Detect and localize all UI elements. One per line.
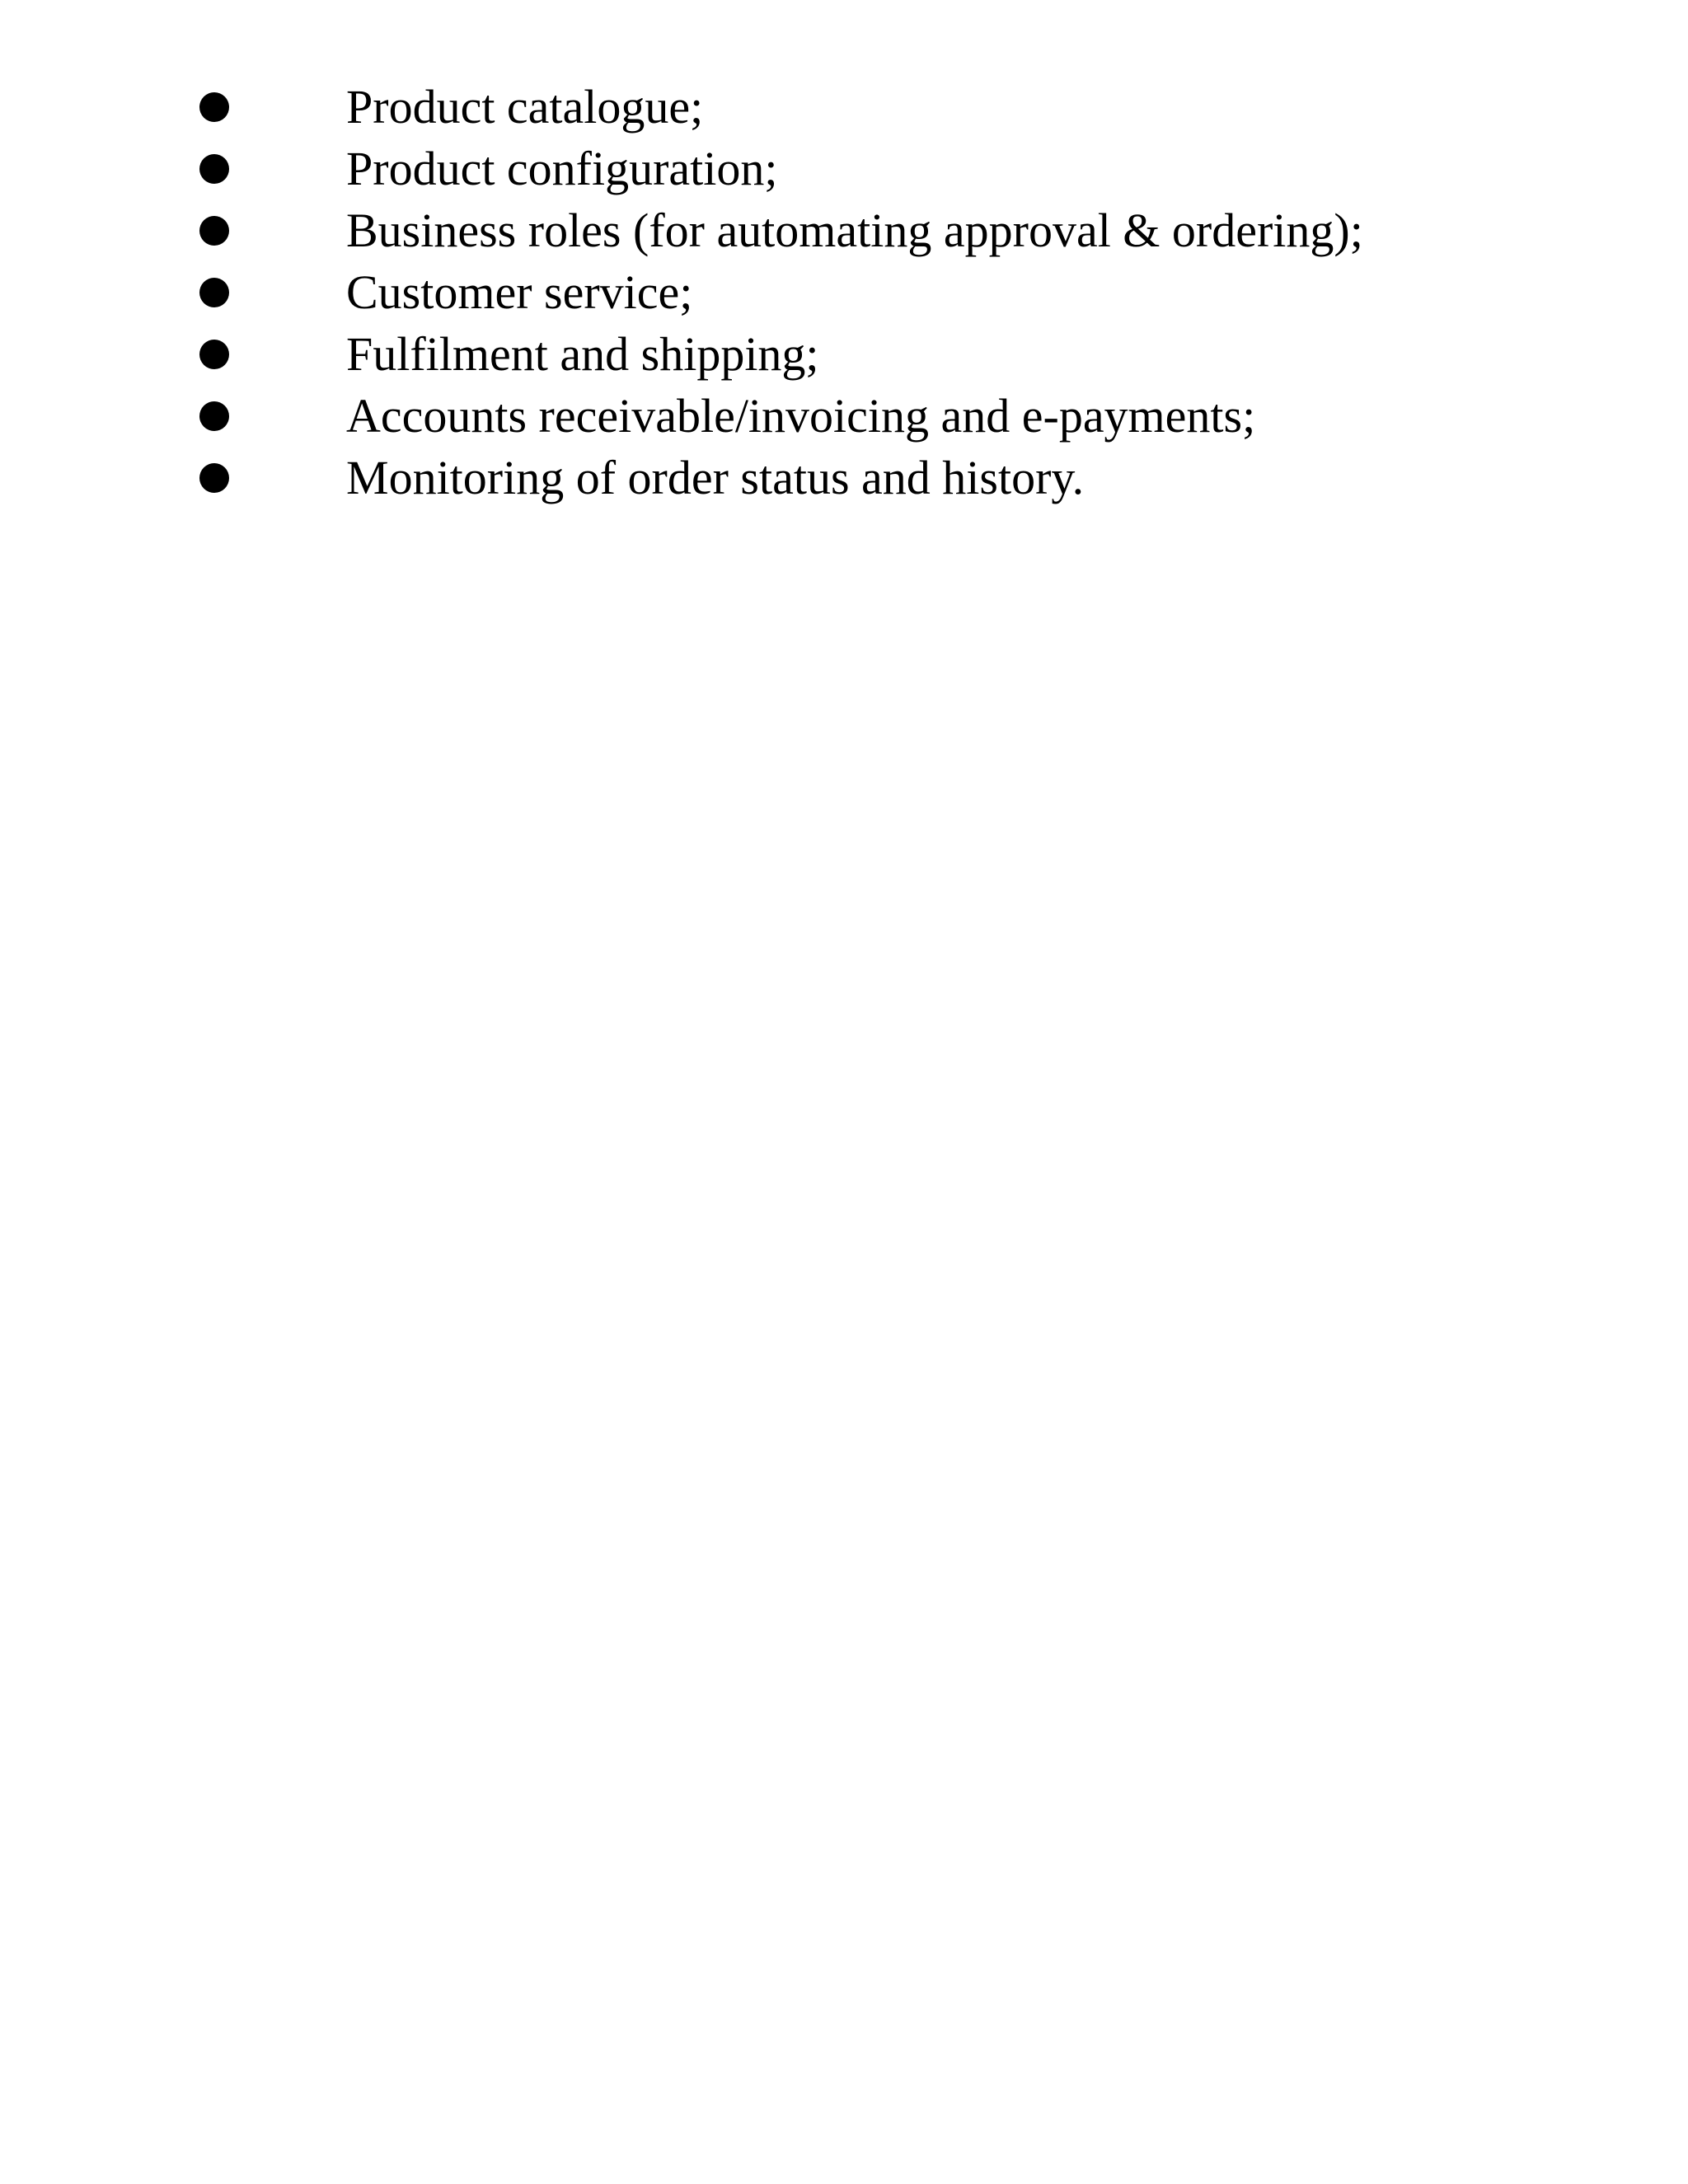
bullet-icon xyxy=(199,463,229,493)
list-item-text: Business roles (for automating approval & ordering); xyxy=(346,204,1363,257)
bullet-icon xyxy=(199,401,229,431)
list-item-text: Product catalogue; xyxy=(346,80,704,134)
list-item-text: Product configuration; xyxy=(346,142,778,195)
bullet-icon xyxy=(199,216,229,246)
bullet-icon xyxy=(199,278,229,307)
bullet-icon xyxy=(199,154,229,184)
list-item-text: Accounts receivable/invoicing and e-payments; xyxy=(346,389,1256,443)
bullet-icon xyxy=(199,92,229,122)
list-item-text: Customer service; xyxy=(346,265,693,319)
bullet-icon xyxy=(199,340,229,369)
list-item-text: Fulfilment and shipping; xyxy=(346,327,819,381)
list-item-text: Monitoring of order status and history. xyxy=(346,451,1085,504)
